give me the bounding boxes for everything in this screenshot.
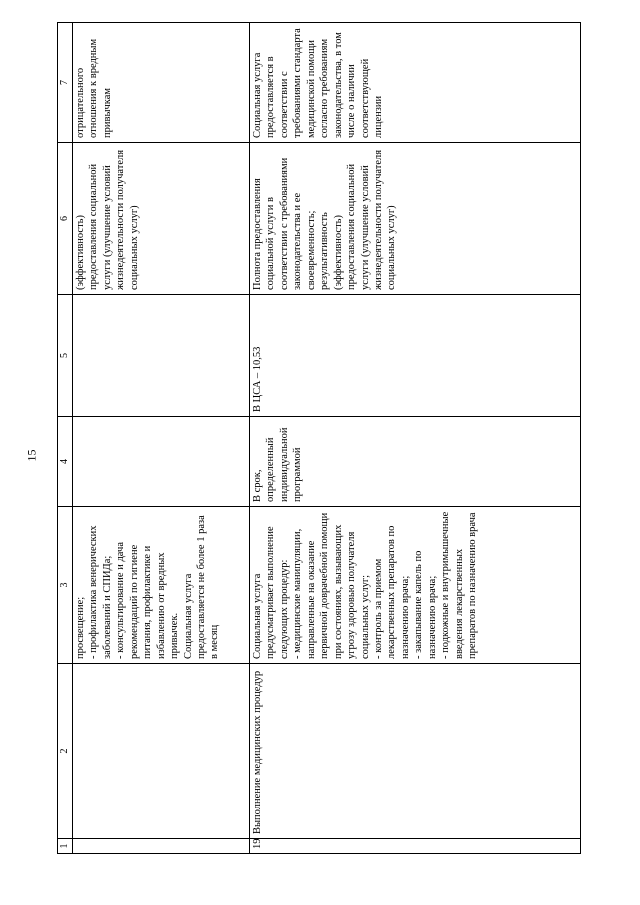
row-number-cell bbox=[73, 839, 250, 854]
col-number-3: 3 bbox=[58, 507, 73, 664]
service-name-cell bbox=[73, 664, 250, 839]
service-description-cell: просвещение; - профилактика венерических заболеваний и СПИДа; - консультирование и дача рекомендаций по гигиене питания, профилактике и избавлению от вредных привычек. Социальная услуга предоставляется не более 1 раза в месяц bbox=[73, 507, 250, 664]
service-term-cell bbox=[73, 417, 250, 507]
service-quality-cell: (эффективность) предоставления социальной услуги (улучшение условий жизнедеятельности получателя социальных услуг) bbox=[73, 143, 250, 295]
col-number-4: 4 bbox=[58, 417, 73, 507]
landscape-table-wrapper bbox=[57, 23, 581, 854]
table-row bbox=[250, 23, 581, 854]
col-number-6: 6 bbox=[58, 143, 73, 295]
col-number-5: 5 bbox=[58, 295, 73, 417]
table-row bbox=[73, 23, 250, 854]
column-number-row bbox=[58, 23, 73, 854]
services-table bbox=[57, 22, 581, 854]
service-term-cell: В срок, определенный индивидуальной программой bbox=[250, 417, 581, 507]
page-number: 15 bbox=[24, 449, 39, 462]
service-quality-cell: Полнота предоставления социальной услуги в соответствии с требованиями законодательства и ее своевременность; результативность (эффективность) предоставления социальной услуги (улучшение условий жизнедеятельности получателя социальных услуг) bbox=[250, 143, 581, 295]
service-norm-cell bbox=[73, 295, 250, 417]
service-name-cell: Выполнение медицинских процедур bbox=[250, 664, 581, 839]
rotated-table-area bbox=[57, 23, 581, 854]
service-norm-cell: В ЦСА – 10,53 bbox=[250, 295, 581, 417]
row-number-cell: 19 bbox=[250, 839, 581, 854]
col-number-2: 2 bbox=[58, 664, 73, 839]
service-conditions-cell: Социальная услуга предоставляется в соответствии с требованиями стандарта медицинской помощи согласно требованиям законодательства, в том числе о наличии соответствующей лицензии bbox=[250, 23, 581, 143]
service-description-cell: Социальная услуга предусматривает выполнение следующих процедур: - медицинские манипуляции, направленные на оказание первичной доврачебной помощи при состояниях, вызывающих угрозу здоровью получателя социальных услуг; - контроль за приемом лекарственных препаратов по назначению врача; - закапывание капель по назначению врача; - подкожные и внутримышечные введения лекарственных препаратов по назначению врача bbox=[250, 507, 581, 664]
col-number-7: 7 bbox=[58, 23, 73, 143]
service-conditions-cell: отрицательного отношения к вредным привычкам bbox=[73, 23, 250, 143]
col-number-1: 1 bbox=[58, 839, 73, 854]
